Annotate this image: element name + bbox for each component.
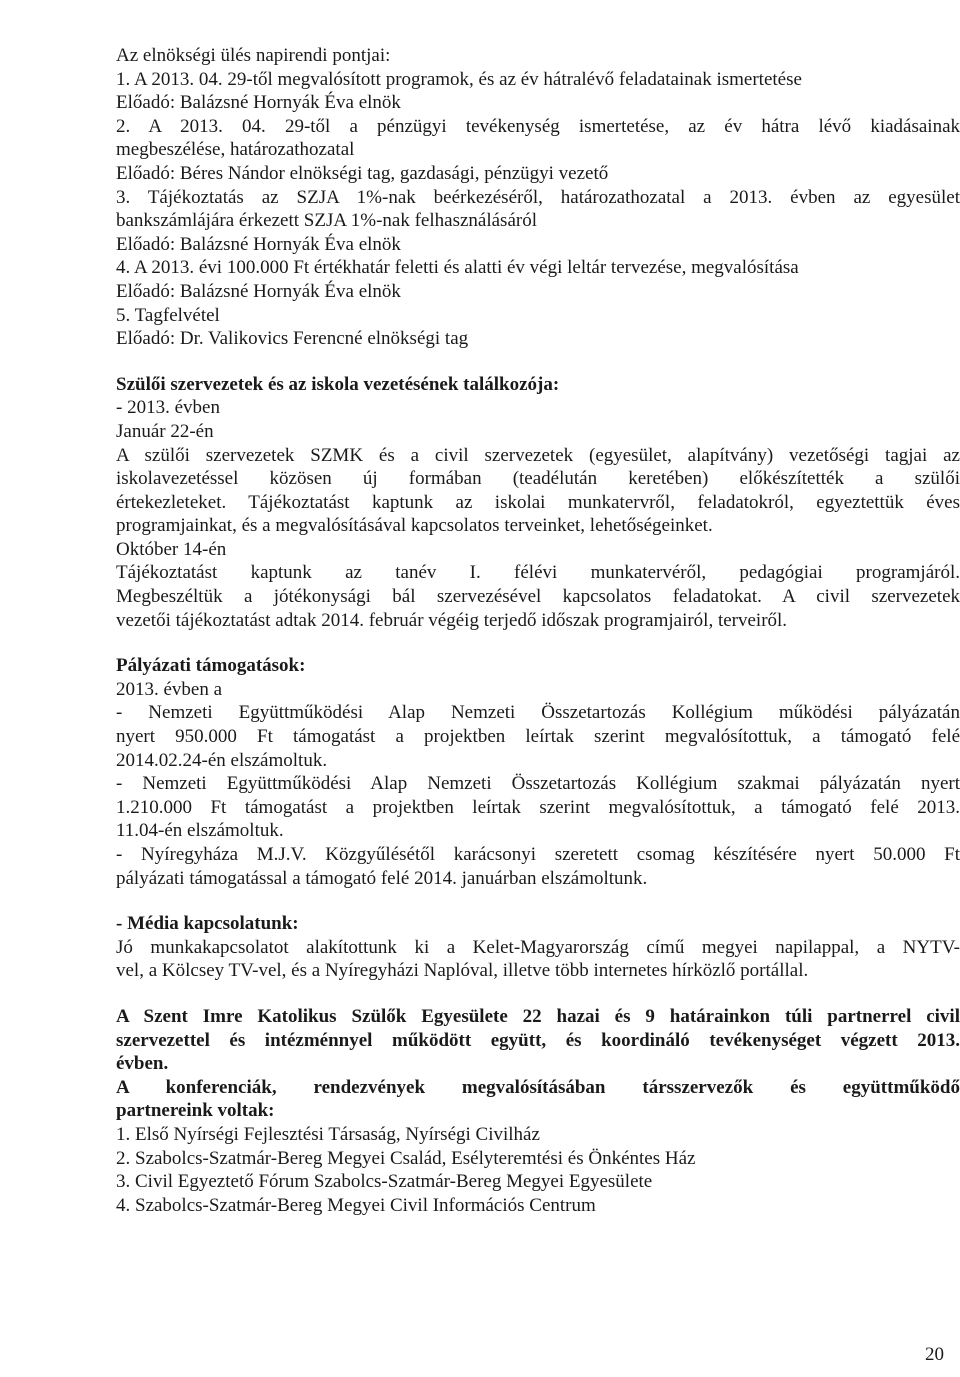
partners-intro: A Szent Imre Katolikus Szülők Egyesülete 22 hazai és 9 határainkon túli partnerrel civil <box>116 1005 960 1027</box>
partners-section <box>116 1005 960 1217</box>
parents-meeting-text: programjainkat, és a megvalósításával kapcsolatos terveinket, lehetőségeinket. <box>116 515 713 537</box>
conference-partners-heading: partnereink voltak: <box>116 1100 275 1122</box>
parents-meeting-text: Megbeszéltük a jótékonysági bál szervezésével kapcsolatos feladatokat. A civil szervezetek <box>116 586 960 608</box>
grant-item: 11.04-én elszámoltuk. <box>116 820 284 842</box>
agenda-heading: Az elnökségi ülés napirendi pontjai: <box>116 45 391 66</box>
parents-meeting-date-2: Október 14-én <box>116 538 227 560</box>
agenda-item-5-presenter: Előadó: Dr. Valikovics Ferencné elnökségi tag <box>116 328 469 350</box>
grant-item: pályázati támogatással a támogató felé 2014. januárban elszámoltunk. <box>116 867 648 889</box>
parents-meeting-text: Tájékoztatást kaptunk az tanév I. félévi munkatervéről, pedagógiai programjáról. <box>116 562 960 584</box>
page-number: 20 <box>925 1344 944 1365</box>
grant-item: 2014.02.24-én elszámoltuk. <box>116 749 328 771</box>
agenda-item-2-cont: megbeszélése, határozathozatal <box>116 139 355 161</box>
agenda-section <box>116 44 960 351</box>
grants-heading: Pályázati támogatások: <box>116 655 306 677</box>
agenda-item-4: 4. A 2013. évi 100.000 Ft értékhatár feletti és alatti év végi leltár tervezése, megvalósítása <box>116 257 799 279</box>
partners-intro: szervezettel és intézménnyel működött együtt, és koordináló tevékenységet végzett 2013. <box>116 1029 960 1051</box>
agenda-item-2: 2. A 2013. 04. 29-től a pénzügyi tevékenység ismertetése, az év hátra lévő kiadásainak <box>116 115 960 137</box>
agenda-item-3: 3. Tájékoztatás az SZJA 1%-nak beérkezéséről, határozathozatal a 2013. évben az egyesület <box>116 186 960 208</box>
grant-item: - Nemzeti Együttműködési Alap Nemzeti Összetartozás Kollégium működési pályázatán <box>116 702 960 724</box>
media-text: Jó munkakapcsolatot alakítottunk ki a Kelet-Magyarország című megyei napilappal, a NYTV- <box>116 936 960 958</box>
grants-section <box>116 654 960 890</box>
media-section <box>116 912 960 983</box>
parents-meeting-section <box>116 373 960 633</box>
document-page <box>116 44 960 1217</box>
agenda-item-1: 1. A 2013. 04. 29-től megvalósított programok, és az év hátralévő feladatainak ismertetése <box>116 68 802 90</box>
conference-partners-heading: A konferenciák, rendezvények megvalósításában társszervezők és együttműködő <box>116 1076 960 1098</box>
grant-item: nyert 950.000 Ft támogatást a projektben leírtak szerint megvalósítottuk, a támogató felé <box>116 726 960 748</box>
media-heading: - Média kapcsolatunk: <box>116 913 299 935</box>
parents-meeting-date-1: Január 22-én <box>116 420 214 442</box>
parents-meeting-text: iskolavezetéssel közösen új formában (teadélután keretében) előkészítették a szülői <box>116 468 960 490</box>
media-text: vel, a Kölcsey TV-vel, és a Nyíregyházi Naplóval, illetve több internetes hírközlő portállal. <box>116 960 809 982</box>
grant-item: 1.210.000 Ft támogatást a projektben leírtak szerint megvalósítottuk, a támogató felé 2013. <box>116 796 960 818</box>
parents-meeting-text: vezetői tájékoztatást adtak 2014. február végéig terjedő időszak programjairól, terveiről. <box>116 609 788 631</box>
grant-item: - Nemzeti Együttműködési Alap Nemzeti Összetartozás Kollégium szakmai pályázatán nyert <box>116 773 960 795</box>
grant-item: - Nyíregyháza M.J.V. Közgyűlésétől karácsonyi szeretett csomag készítésére nyert 50.000 Ft <box>116 844 960 865</box>
agenda-item-1-presenter: Előadó: Balázsné Hornyák Éva elnök <box>116 92 401 114</box>
agenda-item-3-presenter: Előadó: Balázsné Hornyák Éva elnök <box>116 233 401 255</box>
parents-meeting-text: értekezleteket. Tájékoztatást kaptunk az iskolai munkatervről, feladatokról, egyeztettük éves <box>116 491 960 513</box>
parents-meeting-year: - 2013. évben <box>116 397 220 419</box>
partner-list-item: 3. Civil Egyeztető Fórum Szabolcs-Szatmár-Bereg Megyei Egyesülete <box>116 1171 653 1193</box>
partner-list-item: 1. Első Nyírségi Fejlesztési Társaság, Nyírségi Civilház <box>116 1123 540 1145</box>
agenda-item-2-presenter: Előadó: Béres Nándor elnökségi tag, gazdasági, pénzügyi vezető <box>116 162 609 184</box>
grants-year: 2013. évben a <box>116 678 223 700</box>
partners-intro: évben. <box>116 1053 169 1075</box>
agenda-item-3-cont: bankszámlájára érkezett SZJA 1%-nak felhasználásáról <box>116 210 537 232</box>
parents-meeting-text: A szülői szervezetek SZMK és a civil szervezetek (egyesület, alapítvány) vezetőségi tagjai az <box>116 444 960 466</box>
partner-list-item: 4. Szabolcs-Szatmár-Bereg Megyei Civil Információs Centrum <box>116 1194 596 1216</box>
partner-list-item: 2. Szabolcs-Szatmár-Bereg Megyei Család, Esélyteremtési és Önkéntes Ház <box>116 1147 696 1169</box>
parents-meeting-heading: Szülői szervezetek és az iskola vezetésének találkozója: <box>116 373 560 395</box>
agenda-item-5: 5. Tagfelvétel <box>116 304 220 326</box>
agenda-item-4-presenter: Előadó: Balázsné Hornyák Éva elnök <box>116 280 401 302</box>
